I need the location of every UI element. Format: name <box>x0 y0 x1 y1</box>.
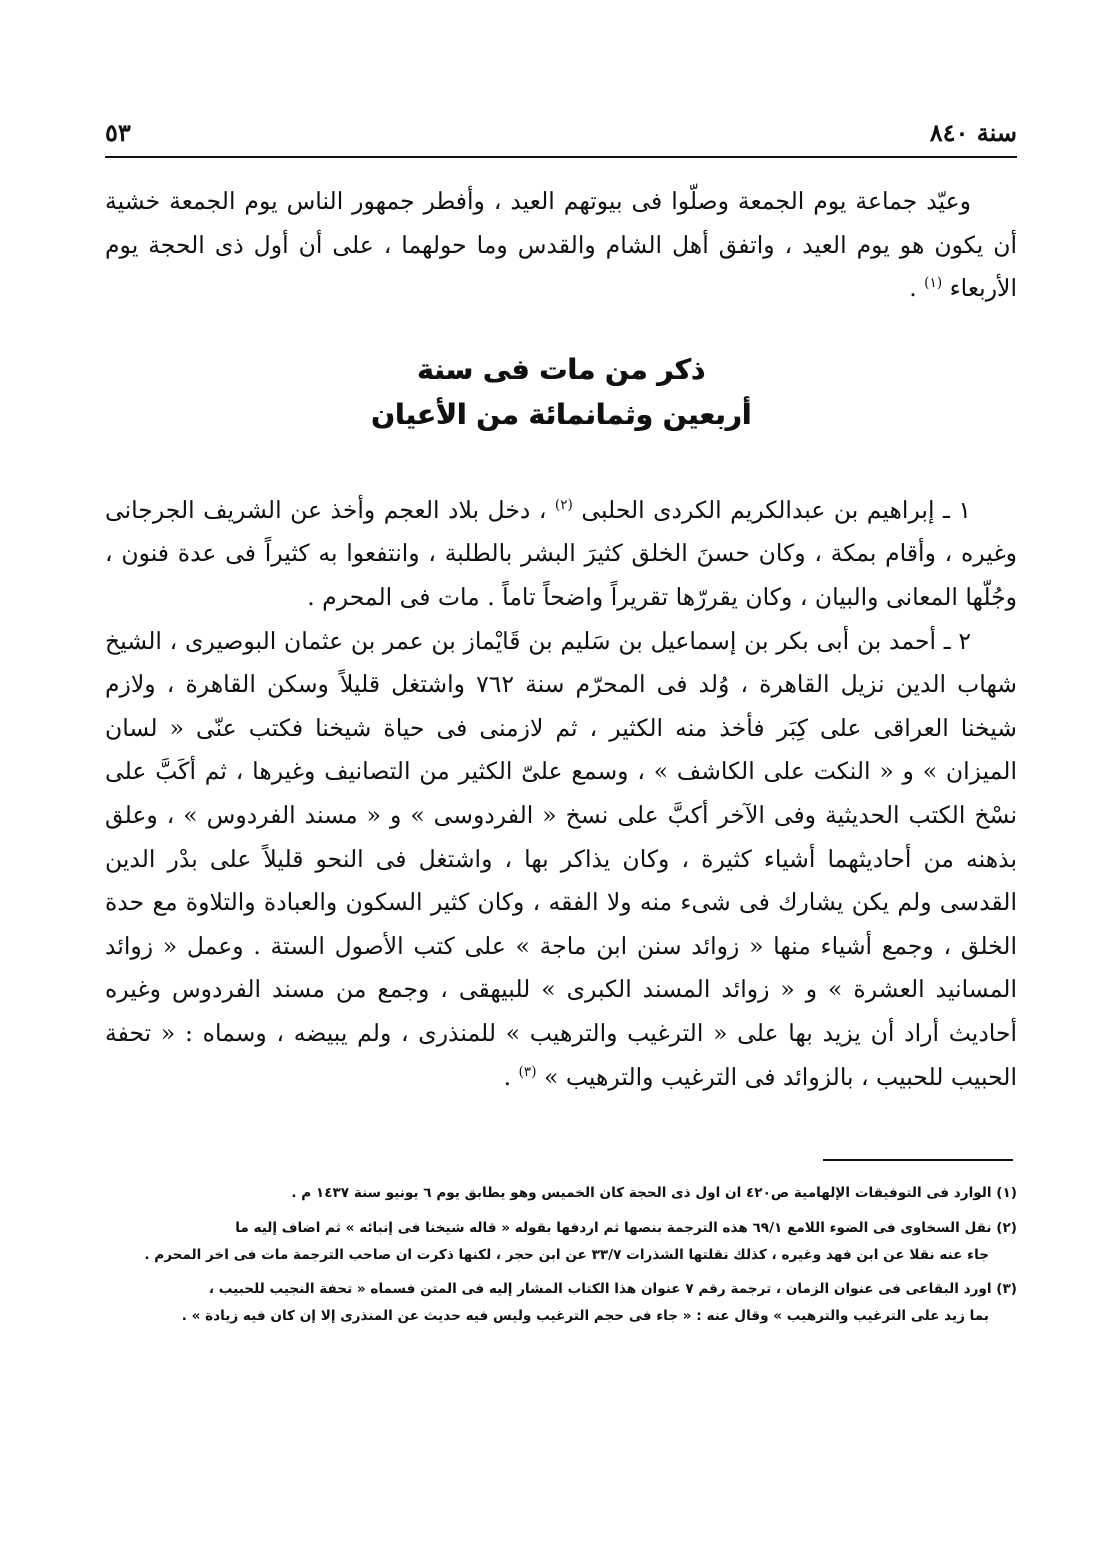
intro-text: وعيّد جماعة يوم الجمعة وصلّوا فى بيوتهم العيد ، وأفطر جمهور الناس يوم الجمعة خشية أن يكون هو يوم العيد ، واتفق أهل الشام والقدس وما حولهما ، على أن أول ذى الحجة يوم الأربعاء <box>105 187 1017 303</box>
section-heading <box>105 347 1017 437</box>
entry-1-text: ، دخل بلاد العجم وأخذ عن الشريف الجرجانى وغيره ، وأقام بمكة ، وكان حسنَ الخلق كثيرَ البشر بالطلبة ، وانتفعوا به كثيراً فى عدة فنون ، وجُلّها المعانى والبيان ، وكان يقررّها تقريراً واضحاً تاماً . مات فى المحرم . <box>105 495 1017 611</box>
footnote-3-continuation: بما زيد على الترغيب والترهيب » وقال عنه : « جاء فى حجم الترغيب وليس فيه حديث عن المنذرى إلا إن كان فيه زيادة » . <box>181 1308 989 1325</box>
footnote-ref-2: (٢) <box>554 496 573 513</box>
entry-1-name: ١ ـ إبراهيم بن عبدالكريم الكردى الحلبى <box>581 495 971 524</box>
header-divider <box>105 156 1017 158</box>
intro-tail: . <box>909 274 917 303</box>
entry-2-tail: . <box>503 1062 512 1091</box>
footnote-divider <box>823 1159 1013 1161</box>
entry-2-text: ٢ ـ أحمد بن أبى بكر بن إسماعيل بن سَليم بن قَايْماز بن عمر بن عثمان البوصيرى ، الشيخ شهاب الدين نزيل القاهرة ، وُلد فى المحرّم سنة ٧٦٢ واشتغل قليلاً وسكن القاهرة ، ولازم شيخنا العراقى على كِبَر فأخذ منه الكثير ، ثم لازمنى فى حياة شيخنا فكتب عنّى « لسان الميزان » و « النكت على الكاشف » ، وسمع علىّ الكثير من التصانيف وغيرها ، ثم أكَبَّ على نسْخ الكتب الحديثية وفى الآخر أكبَّ على نسخ « الفردوسى » و « مسند الفردوس » ، وعلق بذهنه من أحاديثهما أشياء كثيرة ، وكان يذاكر بها ، واشتغل فى النحو قليلاً على بدْر الدين القدسى ولم يكن يشارك فى شىء منه ولا الفقه ، وكان كثير السكون والعبادة والتلاوة مع حدة الخلق ، وجمع أشياء منها « زوائد سنن ابن ماجة » على كتب الأصول الستة . وعمل « زوائد المسانيد العشرة » و « زوائد المسند الكبرى » للبيهقى ، وجمع من مسند الفردوس وغيره أحاديث أراد أن يزيد بها على « الترغيب والترهيب » للمنذرى ، ولم يبيضه ، وسماه : « تحفة الحبيب للحبيب ، بالزوائد فى الترغيب والترهيب » <box>105 626 1017 1091</box>
footnote-2-continuation: جاء عنه نقلا عن ابن فهد وغيره ، كذلك نقلتها الشذرات ٣٣/٧ عن ابن حجر ، لكنها ذكرت ان صاحب الترجمة مات فى اخر المحرم . <box>144 1246 989 1263</box>
footnotes <box>105 1180 1017 1330</box>
footnote-2-first-line: (٢) نقل السخاوى فى الضوء اللامع ٦٩/١ هذه الترجمة بنصها ثم اردفها بقوله « قاله شيخنا فى إنبائه » ثم اضاف إليه ما <box>235 1219 1017 1236</box>
page-header <box>105 118 1017 158</box>
entry-1 <box>105 489 1017 620</box>
footnote-2 <box>105 1215 1017 1269</box>
heading-line-1: ذكر من مات فى سنة <box>416 352 706 386</box>
intro-paragraph <box>105 180 1017 311</box>
footnote-ref-3: (٣) <box>518 1063 537 1080</box>
footnote-ref-1: (١) <box>924 275 943 292</box>
footnote-3-first-line: (٣) اورد البقاعى فى عنوان الزمان ، ترجمة رقم ٧ عنوان هذا الكتاب المشار إليه فى المتن فسماه « تحفة النجيب للحبيب ، <box>208 1281 1017 1298</box>
footnote-1: (١) الوارد فى التوفيقات الإلهامية ص٤٢٠ ان اول ذى الحجة كان الخميس وهو يطابق يوم ٦ يونيو سنة ١٤٣٧ م . <box>291 1185 1017 1201</box>
main-text <box>105 180 1017 1099</box>
heading-line-2: أربعين وثمانمائة من الأعيان <box>370 397 752 431</box>
running-title: سنة ٨٤٠ <box>929 118 1017 147</box>
entry-2 <box>105 620 1017 1100</box>
footnote-3 <box>105 1276 1017 1330</box>
page-number: ٥٣ <box>105 118 131 147</box>
